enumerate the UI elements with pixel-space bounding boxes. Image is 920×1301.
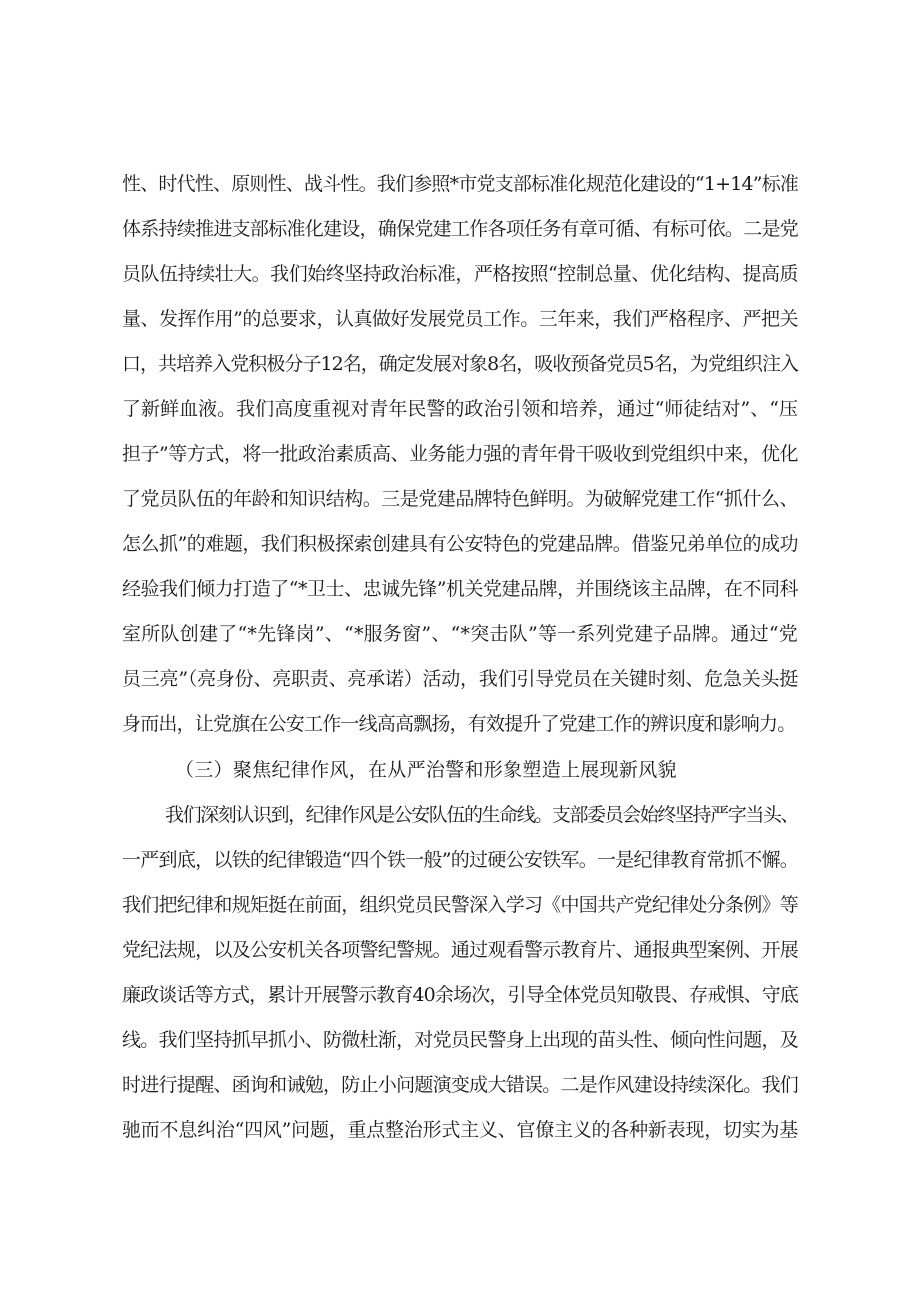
body-text-line: 性、时代性、原则性、战斗性。我们参照*市党支部标准化规范化建设的“1+14”标准 xyxy=(122,173,799,195)
body-text-line: 室所队创建了“*先锋岗”、“*服务窗”、“*突击队”等一系列党建子品牌。通过“党 xyxy=(122,623,798,645)
body-text-line: 经验我们倾力打造了“*卫士、忠诚先锋”机关党建品牌，并围绕该主品牌，在不同科 xyxy=(122,578,798,600)
body-text-line: 了新鲜血液。我们高度重视对青年民警的政治引领和培养，通过“师徒结对”、“压 xyxy=(122,398,798,420)
section-heading: （三）聚焦纪律作风，在从严治警和形象塑造上展现新风貌 xyxy=(175,759,677,781)
body-text-line: 廉政谈话等方式，累计开展警示教育40余场次，引导全体党员知敬畏、存戒惧、守底 xyxy=(122,984,798,1006)
body-text-line: 量、发挥作用”的总要求，认真做好发展党员工作。三年来，我们严格程序、严把关 xyxy=(122,308,798,330)
body-text-line: 时进行提醒、函询和诫勉，防止小问题演变成大错误。二是作风建设持续深化。我们 xyxy=(122,1074,798,1096)
body-text-line: 担子”等方式，将一批政治素质高、业务能力强的青年骨干吸收到党组织中来，优化 xyxy=(122,443,798,465)
body-text-line: 怎么抓”的难题，我们积极探索创建具有公安特色的党建品牌。借鉴兄弟单位的成功 xyxy=(122,533,798,555)
body-text-line: 身而出，让党旗在公安工作一线高高飘扬，有效提升了党建工作的辨识度和影响力。 xyxy=(122,713,796,735)
body-text-line: 线。我们坚持抓早抓小、防微杜渐，对党员民警身上出现的苗头性、倾向性问题，及 xyxy=(122,1029,798,1051)
body-text-line: 党纪法规，以及公安机关各项警纪警规。通过观看警示教育片、通报典型案例、开展 xyxy=(122,939,798,961)
body-text-line: 一严到底，以铁的纪律锻造“四个铁一般”的过硬公安铁军。一是纪律教育常抓不懈。 xyxy=(122,849,798,871)
body-text-line: 驰而不息纠治“四风”问题，重点整治形式主义、官僚主义的各种新表现，切实为基 xyxy=(122,1119,798,1141)
body-text-line: 员三亮”（亮身份、亮职责、亮承诺）活动，我们引导党员在关键时刻、危急关头挺 xyxy=(122,668,798,690)
body-text-line: 我们深刻认识到，纪律作风是公安队伍的生命线。支部委员会始终坚持严字当头、 xyxy=(165,804,798,826)
body-text-line: 员队伍持续壮大。我们始终坚持政治标准，严格按照“控制总量、优化结构、提高质 xyxy=(122,263,798,285)
body-text-line: 体系持续推进支部标准化建设，确保党建工作各项任务有章可循、有标可依。二是党 xyxy=(122,218,798,240)
body-text-line: 口，共培养入党积极分子12名，确定发展对象8名，吸收预备党员5名，为党组织注入 xyxy=(122,353,798,375)
body-text-line: 我们把纪律和规矩挺在前面，组织党员民警深入学习《中国共产党纪律处分条例》等 xyxy=(122,894,798,916)
body-text-line: 了党员队伍的年龄和知识结构。三是党建品牌特色鲜明。为破解党建工作“抓什么、 xyxy=(122,488,798,510)
